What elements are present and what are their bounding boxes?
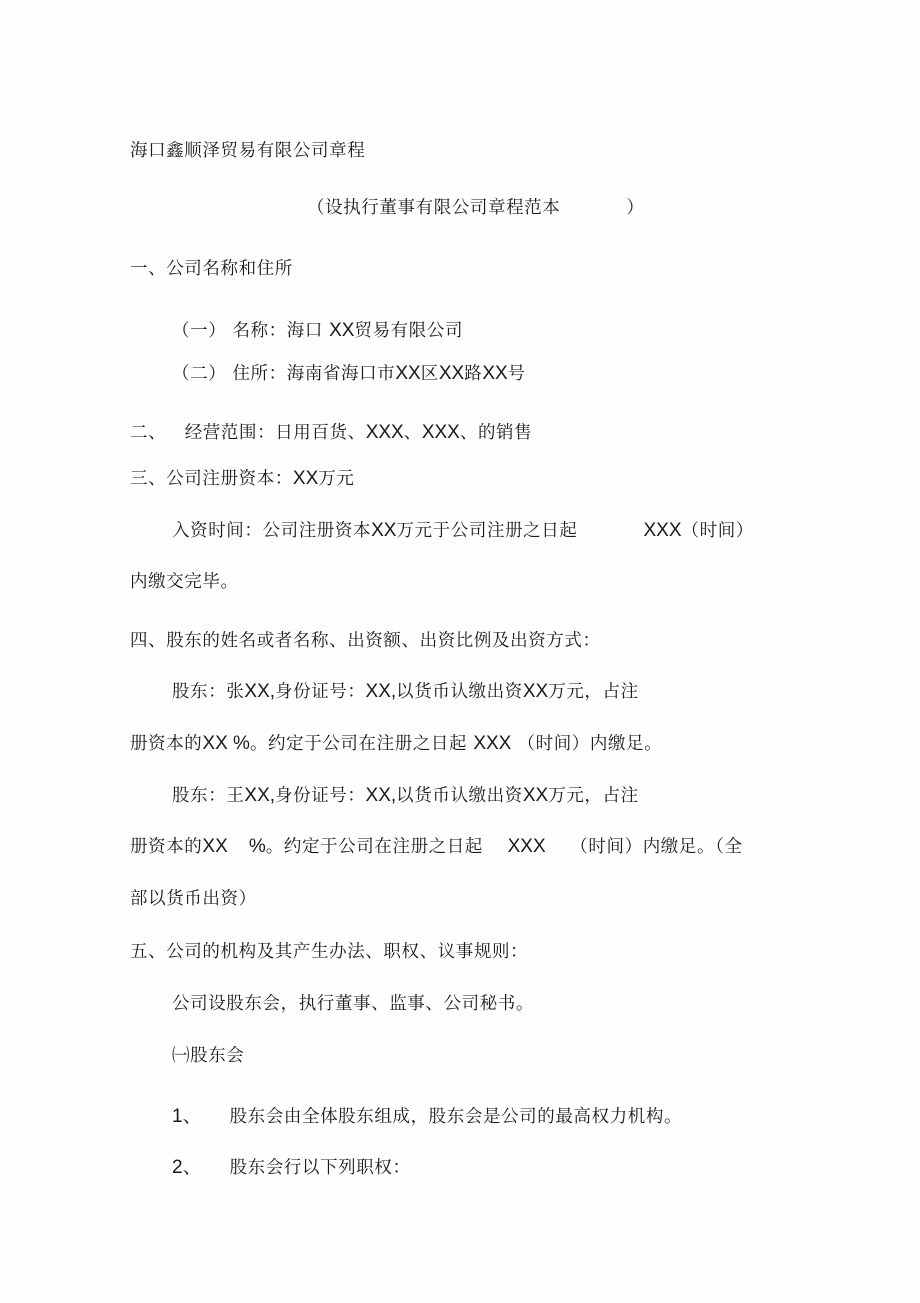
placeholder-xx: XX: [438, 363, 465, 384]
placeholder-xx: XX,: [244, 681, 276, 702]
address-part: 区: [420, 364, 439, 384]
section-3-payment-time-cont: 内缴交完毕。: [130, 572, 239, 592]
section-3-payment-time: [172, 520, 754, 542]
subtitle-text: （设执行董事有限公司章程范本: [307, 198, 561, 218]
placeholder-percent: XX %: [202, 733, 250, 754]
id-label: 身份证号：: [275, 786, 366, 806]
placeholder-percent: XX %: [202, 836, 266, 857]
document-title: 海口鑫顺泽贸易有限公司章程: [130, 141, 366, 161]
shareholder-2-line-1: [172, 785, 639, 807]
capital-label: 三、公司注册资本：: [130, 469, 293, 489]
separator: 、: [403, 423, 422, 443]
placeholder-xx: XX: [482, 363, 508, 384]
deadline-text: （时间）内缴足。（全: [545, 837, 743, 857]
deadline-text: 。约定于公司在注册之日起: [249, 734, 474, 754]
ratio-label: 册资本的: [130, 837, 203, 857]
section-5-item-2: [172, 1157, 411, 1179]
name-label: （一） 名称：海口: [172, 321, 330, 341]
section-4-heading: 四、股东的姓名或者名称、出资额、出资比例及出资方式：: [130, 631, 601, 651]
placeholder-xx: XX: [522, 681, 549, 702]
contribution-text: 以货币认缴出资: [396, 682, 523, 702]
capital-unit: 万元: [318, 469, 355, 489]
shareholder-label: 股东：王: [172, 786, 245, 806]
document-subtitle: [307, 197, 645, 219]
section-5-subheading-shareholders-meeting: ㈠股东会: [172, 1046, 245, 1066]
placeholder-xx: XX: [522, 785, 549, 806]
placeholder-xx: XX: [329, 320, 355, 341]
section-1-item-address: [172, 363, 526, 385]
placeholder-xxx: XXX: [507, 836, 546, 857]
list-text: 股东会行以下列职权：: [229, 1158, 411, 1178]
shareholder-label: 股东：张: [172, 682, 245, 702]
list-number: 2、: [172, 1157, 202, 1178]
placeholder-xx: XX,: [365, 785, 397, 806]
payment-text: 万元于公司注册之日起: [396, 521, 578, 541]
section-1-heading: 一、公司名称和住所: [130, 259, 293, 279]
shareholder-2-line-3: 部以货币出资）: [130, 889, 257, 909]
payment-time-note: （时间）: [681, 521, 754, 541]
scope-suffix: 、的销售: [459, 423, 533, 443]
shareholder-1-line-2: [130, 733, 662, 755]
contribution-text: 万元，占注: [548, 682, 639, 702]
list-number: 1、: [172, 1106, 202, 1127]
contribution-text: 以货币认缴出资: [396, 786, 523, 806]
placeholder-xxx: XXX: [365, 422, 404, 443]
payment-text: 入资时间：公司注册资本: [172, 521, 372, 541]
section-2-business-scope: [130, 422, 532, 444]
address-part: 号: [507, 364, 526, 384]
section-5-item-1: [172, 1106, 682, 1128]
shareholder-1-line-1: [172, 681, 639, 703]
address-part: 路: [464, 364, 483, 384]
deadline-text: 。约定于公司在注册之日起: [265, 837, 508, 857]
name-suffix: 贸易有限公司: [354, 321, 464, 341]
scope-label: 二、 经营范围：日用百货、: [130, 423, 366, 443]
section-3-capital: [130, 468, 354, 490]
placeholder-xx: XX,: [365, 681, 397, 702]
placeholder-xx: XX: [292, 468, 319, 489]
subtitle-close: ）: [626, 198, 645, 218]
list-text: 股东会由全体股东组成，股东会是公司的最高权力机构。: [229, 1107, 683, 1127]
section-1-item-name: [172, 320, 463, 342]
shareholder-2-line-2: [130, 836, 743, 858]
contribution-text: 万元，占注: [548, 786, 639, 806]
placeholder-xxx: XXX: [473, 733, 512, 754]
address-label: （二） 住所：海南省海口市: [172, 364, 396, 384]
section-5-paragraph: 公司设股东会，执行董事、监事、公司秘书。: [172, 994, 534, 1014]
ratio-label: 册资本的: [130, 734, 203, 754]
placeholder-xxx: XXX: [643, 520, 682, 541]
section-5-heading: 五、公司的机构及其产生办法、职权、议事规则：: [130, 942, 529, 962]
placeholder-xx: XX: [395, 363, 421, 384]
placeholder-xx: XX: [371, 520, 397, 541]
deadline-text: （时间）内缴足。: [511, 734, 663, 754]
placeholder-xxx: XXX: [421, 422, 460, 443]
id-label: 身份证号：: [275, 682, 366, 702]
placeholder-xx: XX,: [244, 785, 276, 806]
